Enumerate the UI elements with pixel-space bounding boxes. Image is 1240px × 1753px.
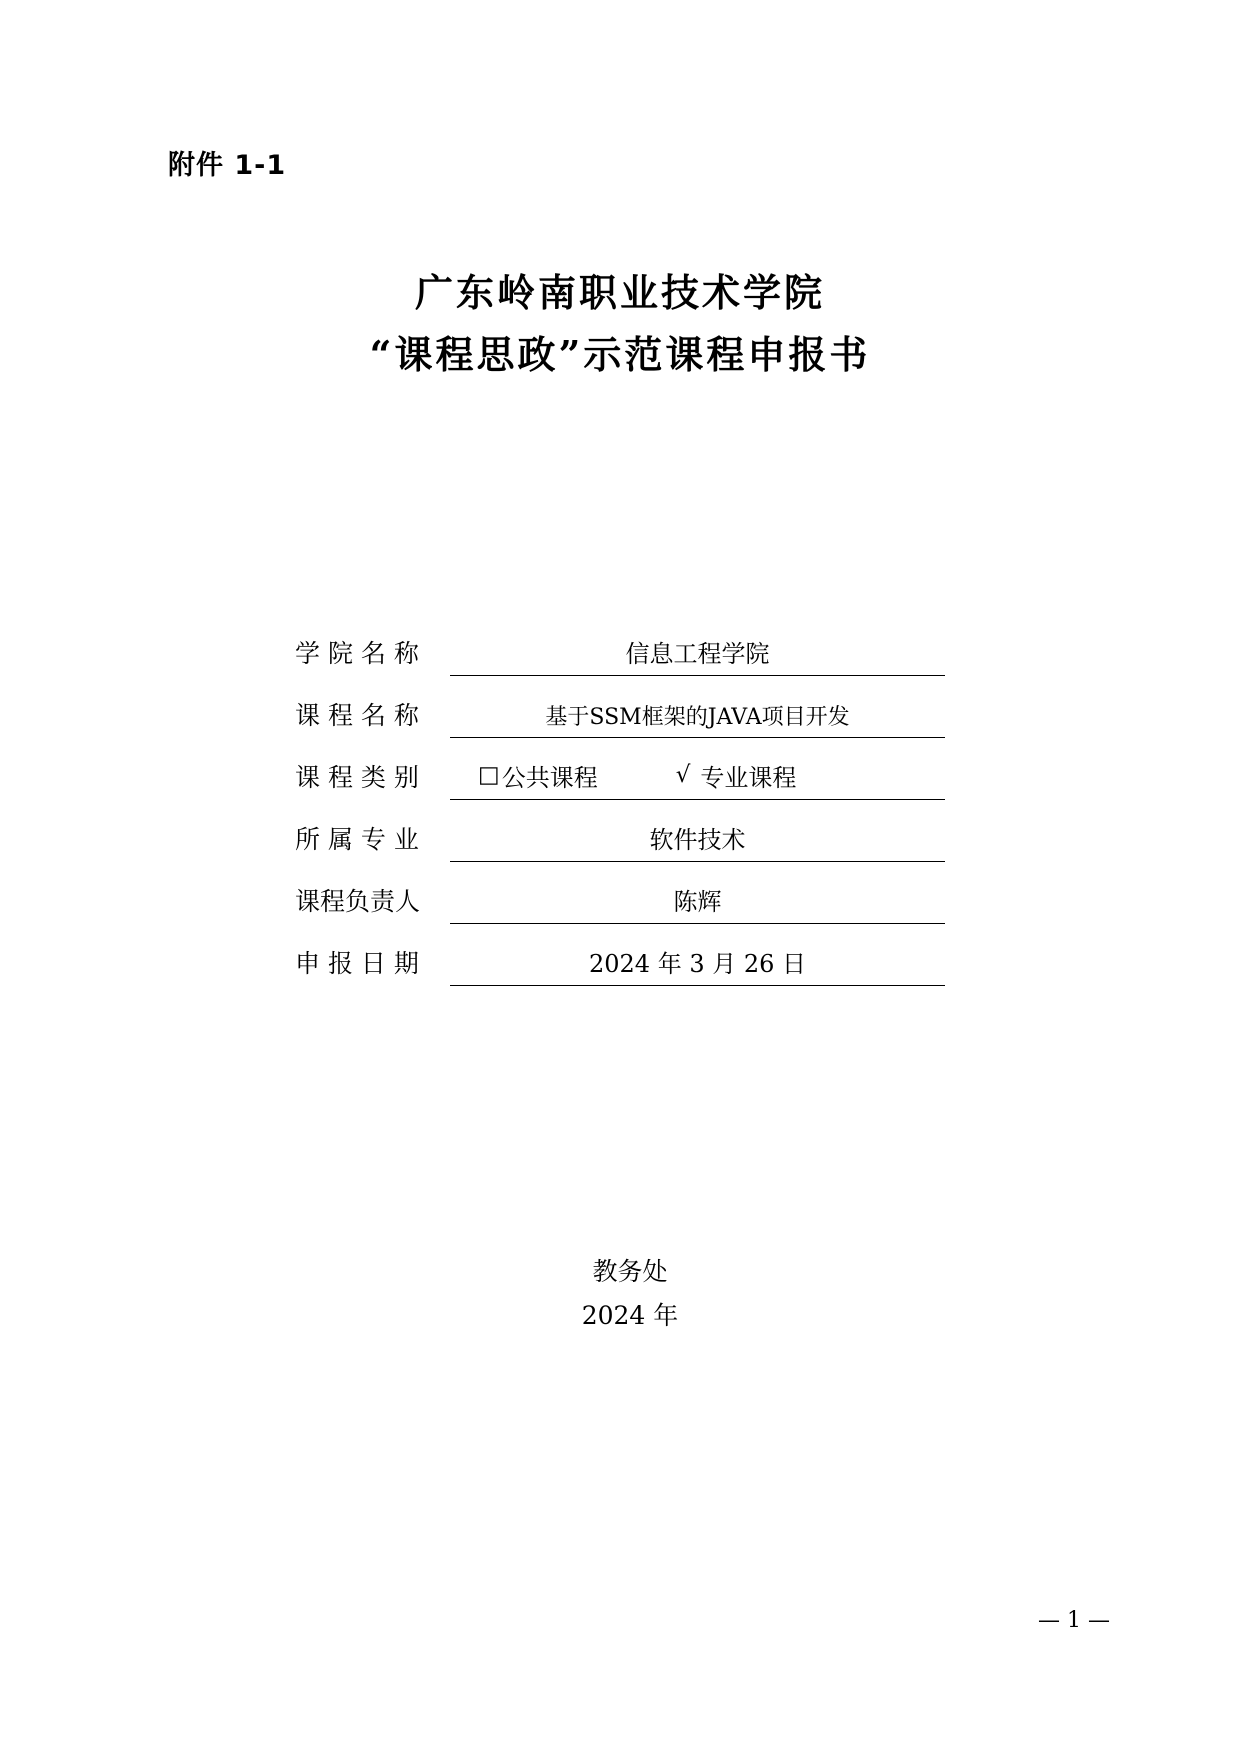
field-label-college: 学 院 名 称 <box>295 639 419 668</box>
option-major-course[interactable] <box>676 758 797 793</box>
field-row-major <box>295 806 945 862</box>
option-public-course-label: 公共课程 <box>501 764 598 792</box>
field-row-course-name <box>295 682 945 738</box>
option-major-course-label: 专业课程 <box>700 764 797 792</box>
page-title-line-2: “课程思政”示范课程申报书 <box>369 332 871 377</box>
field-label-application-date: 申 报 日 期 <box>295 949 419 978</box>
field-value-course-name[interactable]: 基于SSM框架的JAVA项目开发 <box>450 700 945 738</box>
footer-block <box>0 1250 1240 1338</box>
footer-year: 2024 年 <box>581 1301 679 1330</box>
field-row-college <box>295 620 945 676</box>
field-label-course-leader: 课程负责人 <box>295 887 421 916</box>
option-public-course[interactable] <box>478 758 598 793</box>
page-number: — 1 — <box>1038 1608 1110 1633</box>
checkmark-icon[interactable]: √ <box>675 762 691 788</box>
field-row-application-date <box>295 930 945 986</box>
page-title-line-1: 广东岭南职业技术学院 <box>414 270 825 315</box>
field-value-major[interactable]: 软件技术 <box>450 820 945 862</box>
field-value-college[interactable]: 信息工程学院 <box>450 634 945 676</box>
field-label-course-name: 课 程 名 称 <box>295 701 419 730</box>
field-value-course-category <box>450 758 945 800</box>
footer-issuer: 教务处 <box>592 1257 668 1286</box>
field-label-major: 所 属 专 业 <box>295 825 419 854</box>
title-block <box>0 262 1240 386</box>
field-label-course-category: 课 程 类 别 <box>295 763 419 792</box>
form-fields <box>295 620 945 992</box>
field-row-course-leader <box>295 868 945 924</box>
field-row-course-category <box>295 744 945 800</box>
field-value-application-date[interactable]: 2024 年 3 月 26 日 <box>450 944 945 986</box>
checkbox-unchecked-icon[interactable]: □ <box>478 762 500 788</box>
attachment-label: 附件 1-1 <box>168 150 287 181</box>
field-value-course-leader[interactable]: 陈辉 <box>450 882 945 924</box>
